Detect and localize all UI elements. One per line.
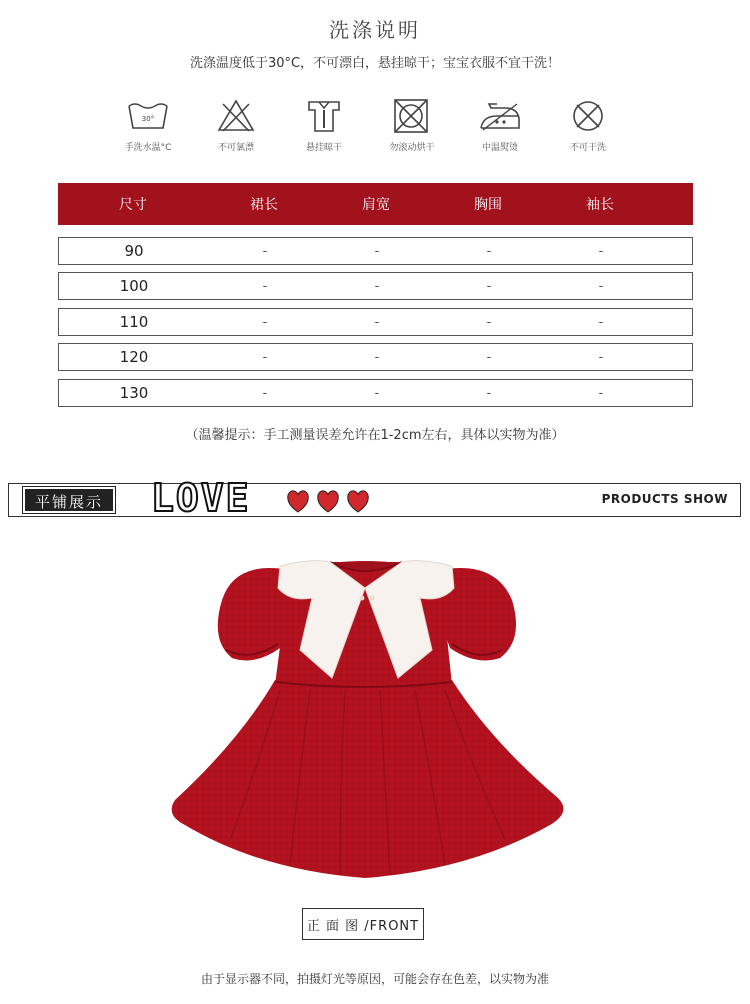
table-row (58, 379, 693, 407)
hearts-icon (285, 488, 375, 514)
hang-dry-icon (301, 98, 347, 134)
no-tumble-dry-icon (389, 98, 435, 134)
size-table-header (58, 183, 693, 225)
header-bust: 胸围 (474, 197, 502, 213)
cell-value: - (486, 243, 492, 259)
hand-wash-marker: 30° (141, 115, 155, 123)
table-row (58, 237, 693, 265)
cell-value: - (262, 243, 268, 259)
cell-value: - (374, 349, 380, 365)
cell-size: 100 (119, 277, 149, 295)
care-item-hang-dry (284, 98, 364, 158)
care-item-no-tumble-dry (372, 98, 452, 158)
measurement-note: （温馨提示：手工测量误差允许在1-2cm左右，具体以实物为准） (185, 428, 565, 443)
care-label-no-bleach: 不可氯漂 (217, 143, 254, 153)
cell-value: - (598, 385, 604, 401)
no-bleach-icon (213, 98, 259, 134)
dress-image (140, 540, 590, 890)
products-show-banner (8, 476, 741, 520)
header-shoulder-width: 肩宽 (362, 197, 390, 213)
header-sleeve-length: 袖长 (586, 197, 614, 213)
cell-value: - (486, 385, 492, 401)
table-row (58, 308, 693, 336)
cell-size: 110 (119, 313, 149, 331)
hand-wash-icon (125, 98, 171, 134)
table-row (58, 272, 693, 300)
color-disclaimer: 由于显示器不同，拍摄灯光等原因，可能会存在色差，以实物为准 (200, 972, 549, 986)
care-icons (108, 98, 628, 158)
front-view-label: 正 面 图 /FRONT (302, 908, 424, 940)
care-title: 洗涤说明 (329, 18, 421, 42)
cell-value: - (262, 314, 268, 330)
medium-iron-icon (477, 98, 523, 134)
header-skirt-length: 裙长 (250, 197, 278, 213)
care-label-no-tumble-dry: 勿滚动烘干 (389, 143, 435, 153)
cell-value: - (262, 385, 268, 401)
care-label-medium-iron: 中温熨烫 (481, 143, 518, 153)
cell-value: - (374, 243, 380, 259)
cell-value: - (486, 349, 492, 365)
cell-value: - (598, 314, 604, 330)
cell-value: - (262, 278, 268, 294)
cell-value: - (374, 385, 380, 401)
care-item-no-bleach (196, 98, 276, 158)
cell-value: - (598, 243, 604, 259)
care-item-no-dry-clean (548, 98, 628, 158)
no-dry-clean-icon (565, 98, 611, 134)
care-item-hand-wash (108, 98, 188, 158)
cell-value: - (486, 314, 492, 330)
cell-size: 90 (124, 242, 144, 260)
cell-size: 120 (119, 348, 149, 366)
care-item-medium-iron (460, 98, 540, 158)
table-row (58, 343, 693, 371)
cell-value: - (486, 278, 492, 294)
cell-value: - (598, 349, 604, 365)
cell-value: - (374, 314, 380, 330)
cell-value: - (598, 278, 604, 294)
care-label-no-dry-clean: 不可干洗 (569, 143, 606, 153)
cell-value: - (262, 349, 268, 365)
banner-en-title: PRODUCTS SHOW (601, 492, 728, 506)
cell-size: 130 (119, 384, 149, 402)
cell-value: - (374, 278, 380, 294)
care-label-hang-dry: 悬挂晾干 (305, 143, 342, 153)
care-subtitle: 洗涤温度低于30°C，不可漂白，悬挂晾干；宝宝衣服不宜干洗！ (189, 56, 561, 71)
banner-love-text: LOVE (151, 476, 251, 520)
banner-cn-title: 平铺展示 (23, 487, 115, 513)
header-size: 尺寸 (119, 197, 147, 213)
care-label-hand-wash: 手洗水温°C (124, 143, 172, 153)
